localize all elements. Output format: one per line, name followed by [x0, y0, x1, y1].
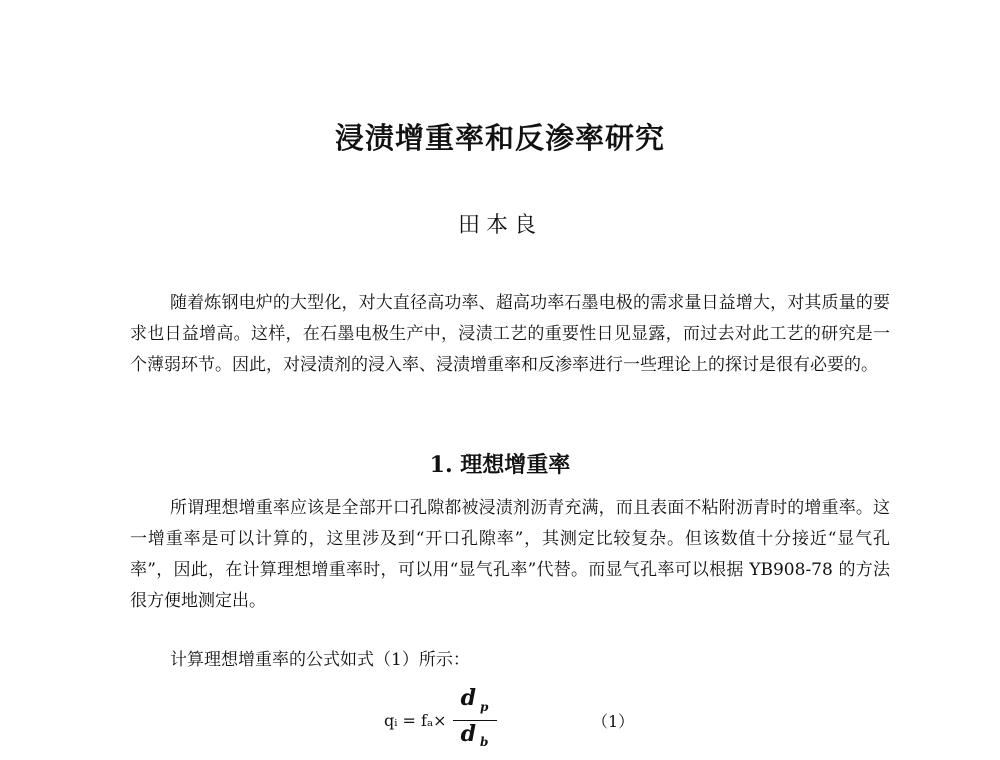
intro-paragraph: 随着炼钢电炉的大型化，对大直径高功率、超高功率石墨电极的需求量日益增大，对其质量的要求也日益增高。这样，在石墨电极生产中，浸渍工艺的重要性日见显露，而过去对此工艺的研究是一个薄弱环节。因此，对浸渍剂的浸入率、浸渍增重率和反渗率进行一些理论上的探讨是很有必要的。 [130, 293, 890, 375]
equation-number: （1） [592, 712, 635, 731]
formula-fraction [453, 685, 497, 755]
author-name: 田本良 [457, 213, 542, 238]
formula-lhs: qᵢ = fₐ× [384, 710, 447, 730]
numerator-subscript: p [480, 699, 489, 714]
section-heading-ideal-weight-gain: 1. 理想增重率 [429, 452, 571, 478]
denominator-subscript: b [480, 734, 489, 749]
numerator-symbol: d [460, 685, 477, 712]
formula-numerator [455, 685, 495, 719]
paper-title: 浸渍增重率和反渗率研究 [334, 121, 665, 155]
formula-denominator [455, 721, 495, 755]
section1-body-paragraph: 所谓理想增重率应该是全部开口孔隙都被浸渍剂沥青充满，而且表面不粘附沥青时的增重率。这一增重率是可以计算的，这里涉及到“开口孔隙率”，其测定比较复杂。但该数值十分接近“显气孔率”，因此，在计算理想增重率时，可以用“显气孔率”代替。而显气孔率可以根据 YB908-78 的方法很方便地测定出。 [130, 498, 890, 611]
formula-block [384, 685, 635, 750]
formula-intro-paragraph: 计算理想增重率的公式如式（1）所示： [170, 650, 470, 670]
denominator-symbol: d [460, 720, 477, 747]
